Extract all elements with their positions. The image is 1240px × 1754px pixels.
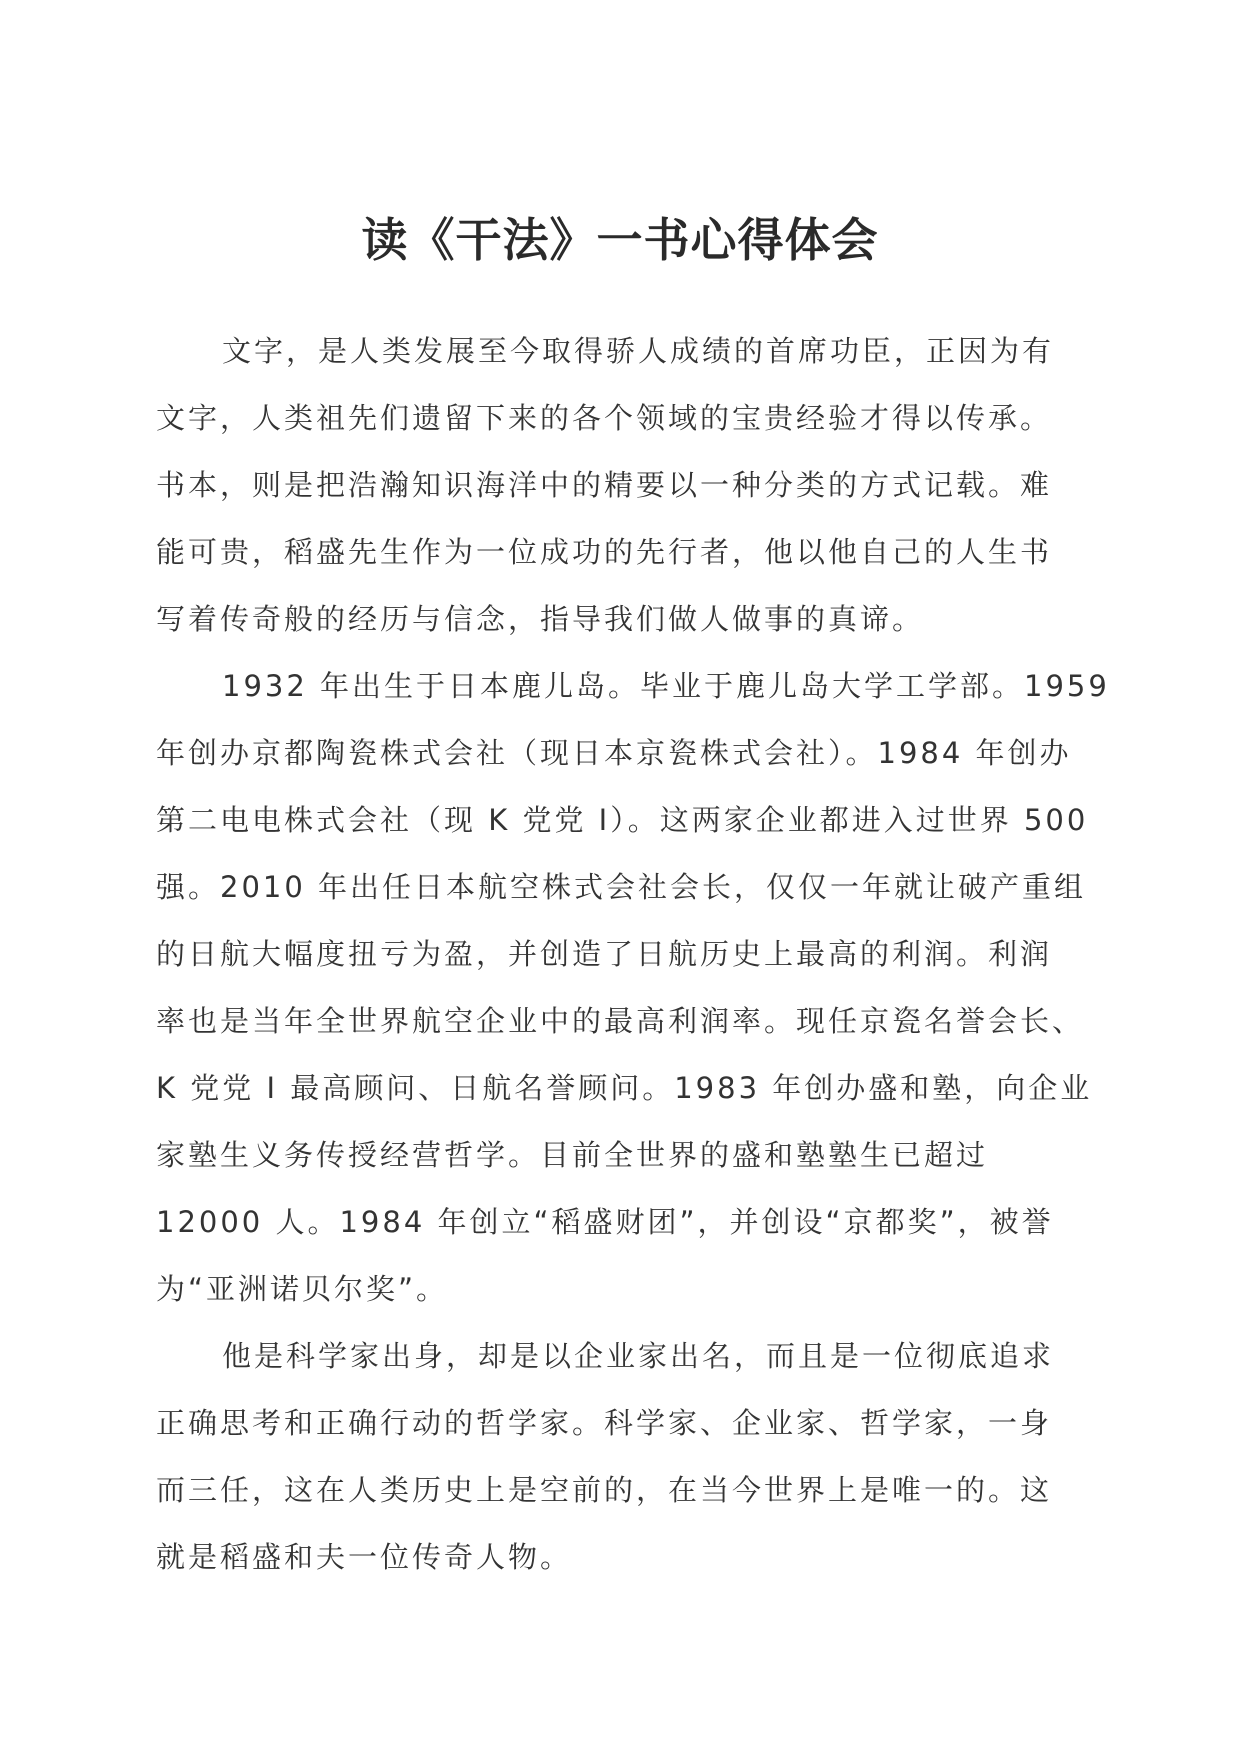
body-line: 正确思考和正确行动的哲学家。科学家、企业家、哲学家，一身 bbox=[156, 1406, 1053, 1440]
body-line: 的日航大幅度扭亏为盈，并创造了日航历史上最高的利润。利润 bbox=[156, 937, 1053, 971]
body-line: 家塾生义务传授经营哲学。目前全世界的盛和塾塾生已超过 bbox=[156, 1138, 989, 1172]
body-line: 第二电电株式会社（现 K 党党 I）。这两家企业都进入过世界 500 bbox=[156, 803, 1089, 837]
document-title: 读《干法》一书心得体会 bbox=[361, 213, 879, 267]
body-line: 就是稻盛和夫一位传奇人物。 bbox=[156, 1540, 573, 1574]
body-line: K 党党 I 最高顾问、日航名誉顾问。1983 年创办盛和塾，向企业 bbox=[156, 1071, 1093, 1105]
body-line: 年创办京都陶瓷株式会社（现日本京瓷株式会社）。1984 年创办 bbox=[156, 736, 1072, 770]
document-body bbox=[156, 318, 1110, 1591]
body-line: 而三任，这在人类历史上是空前的，在当今世界上是唯一的。这 bbox=[156, 1473, 1053, 1507]
body-line: 1932 年出生于日本鹿儿岛。毕业于鹿儿岛大学工学部。1959 bbox=[222, 669, 1110, 703]
body-line: 率也是当年全世界航空企业中的最高利润率。现任京瓷名誉会长、 bbox=[156, 1004, 1085, 1038]
body-line: 文字，是人类发展至今取得骄人成绩的首席功臣，正因为有 bbox=[222, 334, 1055, 368]
body-line: 写着传奇般的经历与信念，指导我们做人做事的真谛。 bbox=[156, 602, 925, 636]
body-line: 强。2010 年出任日本航空株式会社会长，仅仅一年就让破产重组 bbox=[156, 870, 1087, 904]
body-line: 12000 人。1984 年创立“稻盛财团”，并创设“京都奖”，被誉 bbox=[156, 1205, 1054, 1239]
body-line: 为“亚洲诺贝尔奖”。 bbox=[156, 1272, 449, 1306]
body-line: 他是科学家出身，却是以企业家出名，而且是一位彻底追求 bbox=[222, 1339, 1055, 1373]
body-line: 文字，人类祖先们遗留下来的各个领域的宝贵经验才得以传承。 bbox=[156, 401, 1053, 435]
body-line: 能可贵，稻盛先生作为一位成功的先行者，他以他自己的人生书 bbox=[156, 535, 1053, 569]
body-line: 书本，则是把浩瀚知识海洋中的精要以一种分类的方式记载。难 bbox=[156, 468, 1053, 502]
